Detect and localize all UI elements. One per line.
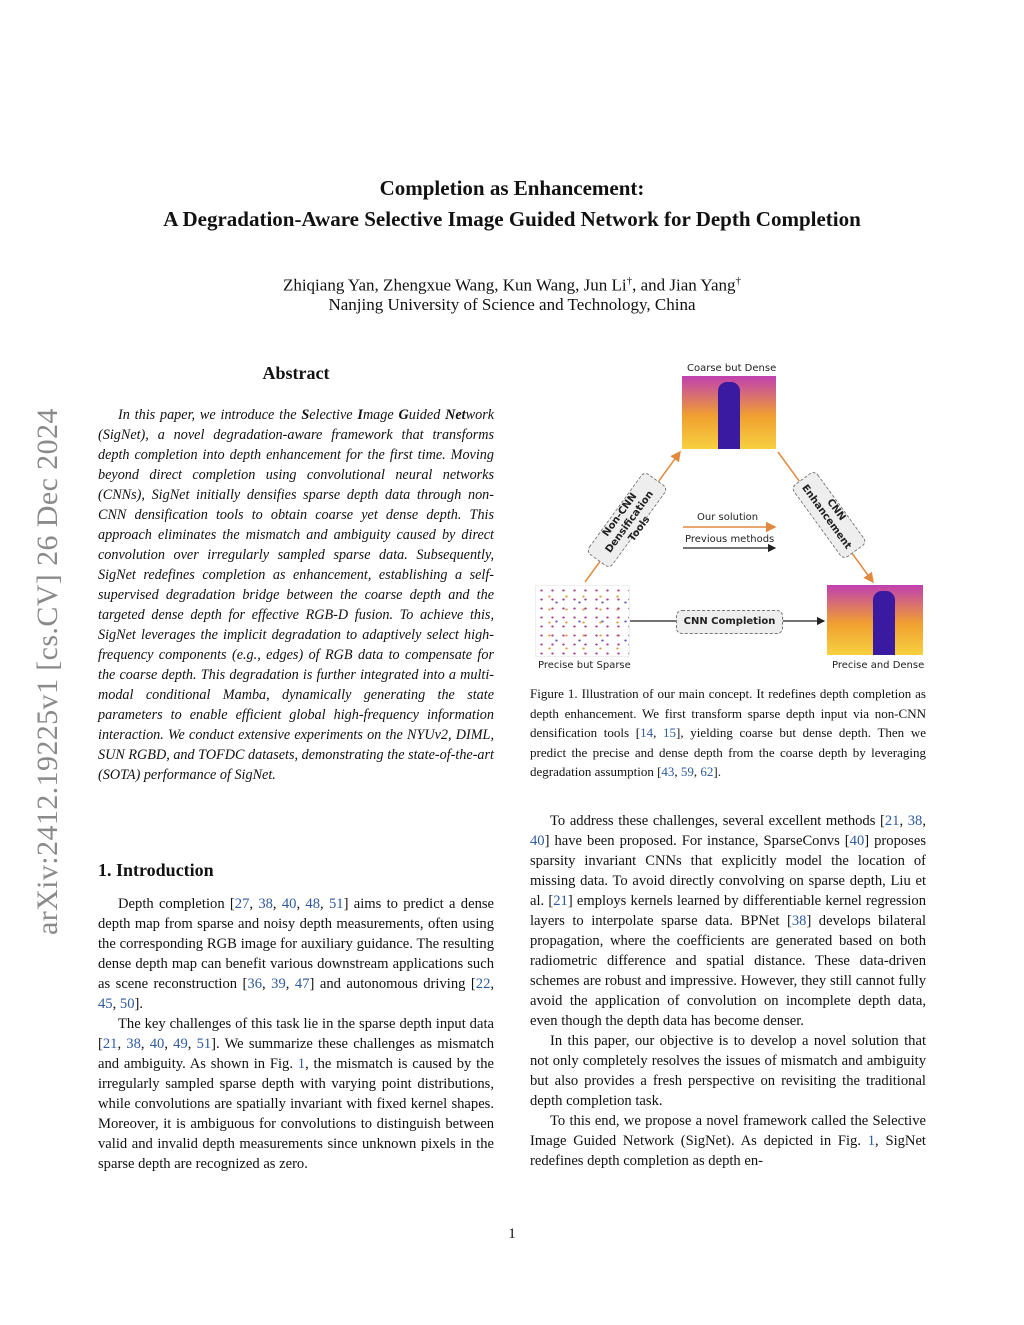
box-cnn-enhancement: CNN Enhancement xyxy=(790,470,867,560)
label-coarse-dense: Coarse but Dense xyxy=(687,363,777,374)
paper-title-line2: A Degradation-Aware Selective Image Guided Network for Depth Completion xyxy=(163,207,861,231)
citation-link[interactable]: 38 xyxy=(907,813,923,829)
citation-link[interactable]: 40 xyxy=(281,896,297,912)
citation-link[interactable]: 39 xyxy=(271,976,286,992)
legend-previous-methods: Previous methods xyxy=(685,534,775,545)
citation-link[interactable]: 27 xyxy=(234,896,250,912)
paper-title-line1: Completion as Enhancement: xyxy=(379,176,645,200)
left-column-body xyxy=(98,894,494,1174)
citation-link[interactable]: 40 xyxy=(530,833,545,849)
abstract-text: In this paper, we introduce the Selective Image Guided Network (SigNet), a novel degradation-aware framework that transforms depth completion into depth enhancement for the first time. Moving beyond direct completion using convolutional neural networks (CNNs), SigNet initially densifies sparse depth data through non-CNN densification tools to obtain coarse yet dense depth. This approach eliminates the mismatch and ambiguity caused by direct convolution over irregularly sampled sparse data. Subsequently, SigNet redefines completion as enhancement, establishing a self-supervised degradation bridge between the coarse depth and the targeted dense depth for effective RGB-D fusion. To achieve this, SigNet leverages the implicit degradation to adaptively select high-frequency components (e.g., edges) of RGB data to compensate for the coarse depth. This degradation is further integrated into a multi-modal conditional Mamba, dynamically generating the state parameters to enable efficient global high-frequency information interaction. We conduct extensive experiments on the NYUv2, DIML, SUN RGBD, and TOFDC datasets, demonstrating the state-of-the-art (SOTA) performance of SigNet. xyxy=(98,407,495,783)
arxiv-stamp: arXiv:2412.19225v1 [cs.CV] 26 Dec 2024 xyxy=(31,408,64,935)
citation-link[interactable]: 51 xyxy=(196,1036,212,1052)
citation-link[interactable]: 51 xyxy=(328,896,344,912)
authors-last: , and Jian Yang xyxy=(632,275,736,295)
citation-link[interactable]: 15 xyxy=(663,725,677,740)
author-list xyxy=(60,270,964,297)
right-paragraph-1: To address these challenges, several excellent methods [21, 38, 40] have been proposed. For instance, SparseConvs [40] proposes sparsity invariant CNNs that explicitly model the location of missing data. To avoid directly convolving on sparse depth, Liu et al. [21] employs kernels learned by differentiable kernel regression layers to interpolate sparse data. BPNet [38] develops bilateral propagation, where the coefficients are generated based on both radiometric difference and spatial distance. These data-driven schemes are robust and impressive. However, they still cannot fully avoid the application of convolution on incomplete depth data, even though the depth data has become denser. xyxy=(530,813,926,1029)
corresponding-mark: † xyxy=(626,275,633,287)
citation-link[interactable]: 14 xyxy=(640,725,654,740)
label-precise-dense: Precise and Dense xyxy=(832,660,925,671)
figure-ref-link[interactable]: 1 xyxy=(867,1133,876,1149)
citation-link[interactable]: 43 xyxy=(661,764,675,779)
citation-link[interactable]: 62 xyxy=(700,764,714,779)
citation-link[interactable]: 38 xyxy=(791,913,807,929)
intro-paragraph-1: Depth completion [27, 38, 40, 48, 51] aims to predict a dense depth map from sparse and noisy depth measurements, often using the corresponding RGB image for auxiliary guidance. The resulting dense depth map can benefit various downstream applications such as scene reconstruction [36, 39, 47] and autonomous driving [22, 45, 50]. xyxy=(98,896,495,1012)
citation-link[interactable]: 38 xyxy=(126,1036,141,1052)
label-precise-sparse: Precise but Sparse xyxy=(538,660,631,671)
abstract-heading: Abstract xyxy=(262,363,330,383)
box-non-cnn-densification: Non-CNN Densification Tools xyxy=(585,471,668,570)
section-heading-introduction: 1. Introduction xyxy=(98,860,214,880)
right-paragraph-3: To this end, we propose a novel framework called the Selective Image Guided Network (SigNet). As depicted in Fig. 1, SigNet redefines depth completion as depth en- xyxy=(530,1113,926,1169)
citation-link[interactable]: 22 xyxy=(475,976,491,992)
citation-link[interactable]: 40 xyxy=(149,1036,165,1052)
citation-link[interactable]: 45 xyxy=(98,996,113,1012)
right-column-body xyxy=(530,811,926,1171)
citation-link[interactable]: 49 xyxy=(173,1036,188,1052)
page-number: 1 xyxy=(508,1226,516,1242)
citation-link[interactable]: 40 xyxy=(849,833,865,849)
citation-link[interactable]: 21 xyxy=(102,1036,118,1052)
citation-link[interactable]: 21 xyxy=(553,893,568,909)
figure-1-diagram xyxy=(530,360,930,680)
citation-link[interactable]: 38 xyxy=(258,896,273,912)
citation-link[interactable]: 59 xyxy=(680,764,694,779)
intro-paragraph-2: The key challenges of this task lie in the sparse depth input data [21, 38, 40, 49, 51]. We summarize these challenges as mismatch and ambiguity. As shown in Fig. 1, the mismatch is caused by the irregularly sampled sparse depth with varying point distributions, while convolutions are spatially invariant with fixed kernel shapes. Moreover, it is ambiguous for convolutions to distinguish between valid and invalid depth measurements since unknown pixels in the sparse depth are recognized as zero. xyxy=(98,1016,495,1172)
affiliation: Nanjing University of Science and Technology, China xyxy=(328,295,696,314)
authors-text: Zhiqiang Yan, Zhengxue Wang, Kun Wang, Jun Li xyxy=(282,275,627,295)
citation-link[interactable]: 47 xyxy=(294,976,310,992)
corresponding-mark: † xyxy=(735,275,742,287)
legend-our-solution: Our solution xyxy=(697,512,759,523)
right-paragraph-2: In this paper, our objective is to develop a novel solution that not only completely resolves the issues of mismatch and ambiguity but also provides a fresh perspective on revisiting the traditional depth completion task. xyxy=(530,1033,926,1109)
box-cnn-completion: CNN Completion xyxy=(676,610,783,634)
figure-ref-link[interactable]: 1 xyxy=(297,1056,306,1072)
citation-link[interactable]: 36 xyxy=(247,976,262,992)
citation-link[interactable]: 21 xyxy=(884,813,900,829)
citation-link[interactable]: 50 xyxy=(119,996,135,1012)
figure-1-caption: Figure 1. Illustration of our main concept. It redefines depth completion as depth enhancement. We first transform sparse depth input via non-CNN densification tools [14, 15], yielding coarse but dense depth. Then we predict the precise and dense depth from the coarse depth by leveraging degradation assumption [43, 59, 62]. xyxy=(530,686,927,779)
citation-link[interactable]: 48 xyxy=(305,896,321,912)
